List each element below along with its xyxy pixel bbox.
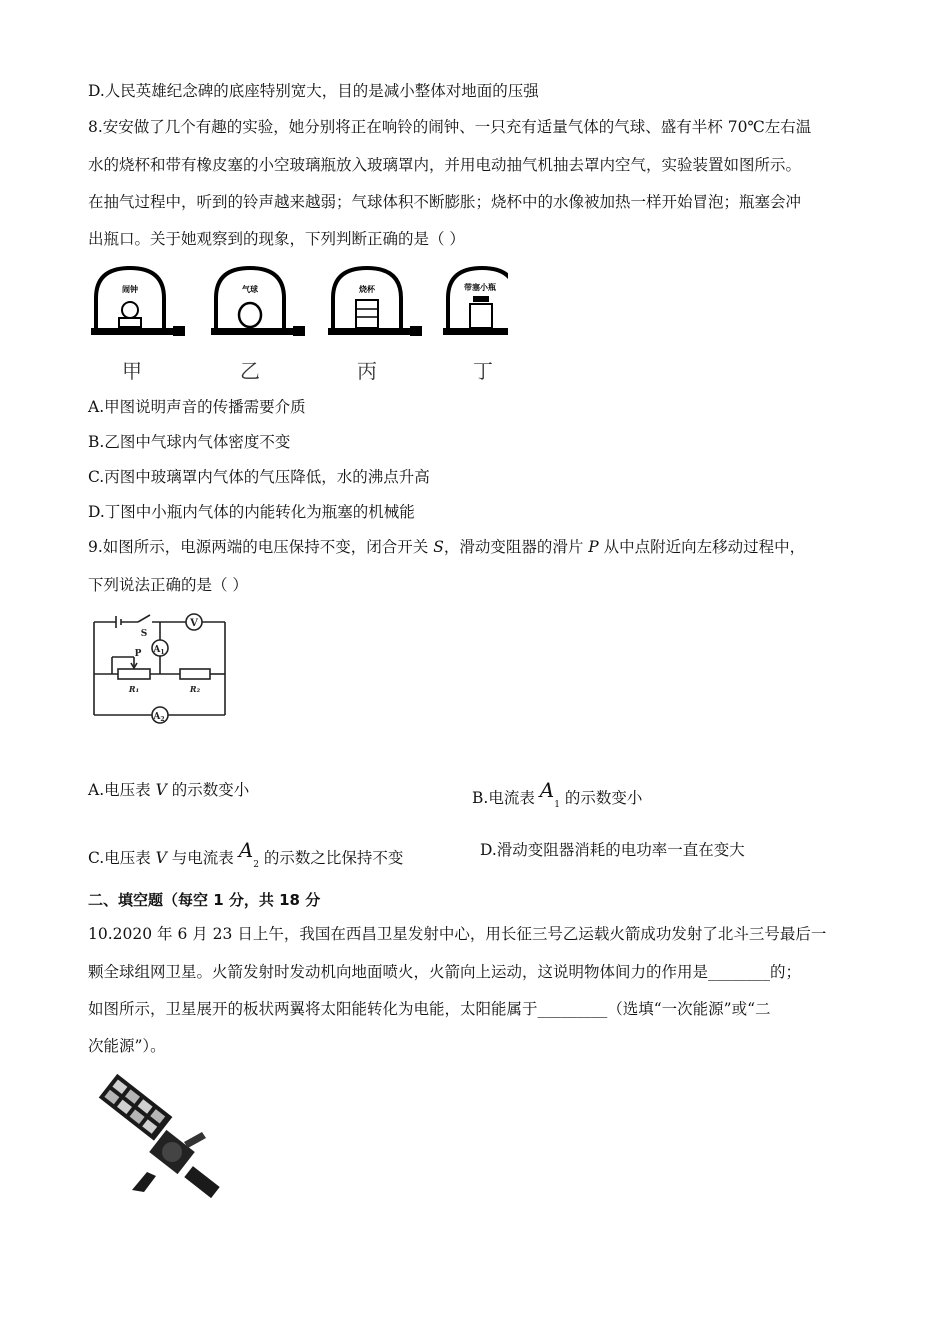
- q9-option-b: B.电流表 $A_1$ 的示数变小: [472, 778, 643, 810]
- circuit-diagram: [90, 612, 230, 727]
- q8-stem-line1: 8.安安做了几个有趣的实验，她分别将正在响铃的闹钟、一只充有适量气体的气球、盛有半杯 70℃左右温: [88, 118, 812, 136]
- voltmeter-label: V: [190, 618, 198, 629]
- q7-option-d: D.人民英雄纪念碑的底座特别宽大，目的是减小整体对地面的压强: [88, 82, 539, 100]
- switch-s-label: S: [433, 538, 444, 556]
- jar-label-alarm: 闹钟: [122, 285, 138, 294]
- q8-option-b: B.乙图中气球内气体密度不变: [88, 433, 291, 451]
- q10-line3: 如图所示，卫星展开的板状两翼将太阳能转化为电能，太阳能属于_________（选填“一次能源”或“二: [88, 1000, 771, 1018]
- slider-p-label: P: [588, 538, 599, 556]
- q9-option-d: D.滑动变阻器消耗的电功率一直在变大: [480, 841, 745, 859]
- bell-jar-figure: [88, 260, 508, 385]
- circuit-p: P: [134, 649, 142, 659]
- jar-stoppered-bottle: [443, 268, 508, 335]
- q10-line4: 次能源”）。: [88, 1037, 166, 1055]
- jar-label-bottle: 带塞小瓶: [464, 283, 496, 292]
- jar-beaker: [328, 268, 422, 336]
- q9-option-c: C.电压表 V 与电流表 $A_2$ 的示数之比保持不变: [88, 838, 404, 870]
- caption-bing: 丙: [357, 359, 377, 383]
- q8-stem-line4: 出瓶口。关于她观察到的现象，下列判断正确的是（ ）: [88, 230, 465, 248]
- jar-label-balloon: 气球: [242, 285, 258, 294]
- section-title: 二、填空题（每空 1 分，共 18 分: [88, 891, 321, 909]
- q8-stem-line3: 在抽气过程中，听到的铃声越来越弱；气球体积不断膨胀；烧杯中的水像被加热一样开始冒泡；瓶塞会冲: [88, 193, 802, 211]
- ammeter-a1-label: $A_1$: [153, 645, 165, 656]
- q10-line2: 颗全球组网卫星。火箭发射时发动机向地面喷火，火箭向上运动，这说明物体间力的作用是________的；: [88, 963, 802, 981]
- satellite-image: [92, 1072, 222, 1202]
- jar-balloon: [211, 268, 305, 336]
- q8-option-c: C.丙图中玻璃罩内气体的气压降低，水的沸点升高: [88, 468, 430, 486]
- q8-option-d: D.丁图中小瓶内气体的内能转化为瓶塞的机械能: [88, 503, 415, 521]
- q9-stem-line1: 9.如图所示，电源两端的电压保持不变，闭合开关 S，滑动变阻器的滑片 P 从中点附近向左移动过程中，: [88, 538, 806, 556]
- caption-ding: 丁: [473, 359, 493, 383]
- caption-jia: 甲: [122, 359, 142, 383]
- q10-line1: 10.2020 年 6 月 23 日上午，我国在西昌卫星发射中心，用长征三号乙运载火箭成功发射了北斗三号最后一: [88, 925, 827, 943]
- resistor-r2-label: R₂: [189, 684, 201, 694]
- caption-yi: 乙: [240, 359, 260, 383]
- q9-option-a: A.电压表 V 的示数变小: [88, 781, 250, 799]
- q8-stem-line2: 水的烧杯和带有橡皮塞的小空玻璃瓶放入玻璃罩内，并用电动抽气机抽去罩内空气，实验装置如图所示。: [88, 156, 802, 174]
- jar-alarm-clock: [91, 268, 185, 336]
- jar-label-beaker: 烧杯: [359, 285, 375, 294]
- ammeter-a2-label: $A_2$: [153, 712, 165, 723]
- resistor-r1-label: R₁: [128, 684, 140, 694]
- q8-option-a: A.甲图说明声音的传播需要介质: [88, 398, 306, 416]
- q9-stem-line2: 下列说法正确的是（ ）: [88, 576, 248, 594]
- circuit-s: S: [140, 629, 148, 639]
